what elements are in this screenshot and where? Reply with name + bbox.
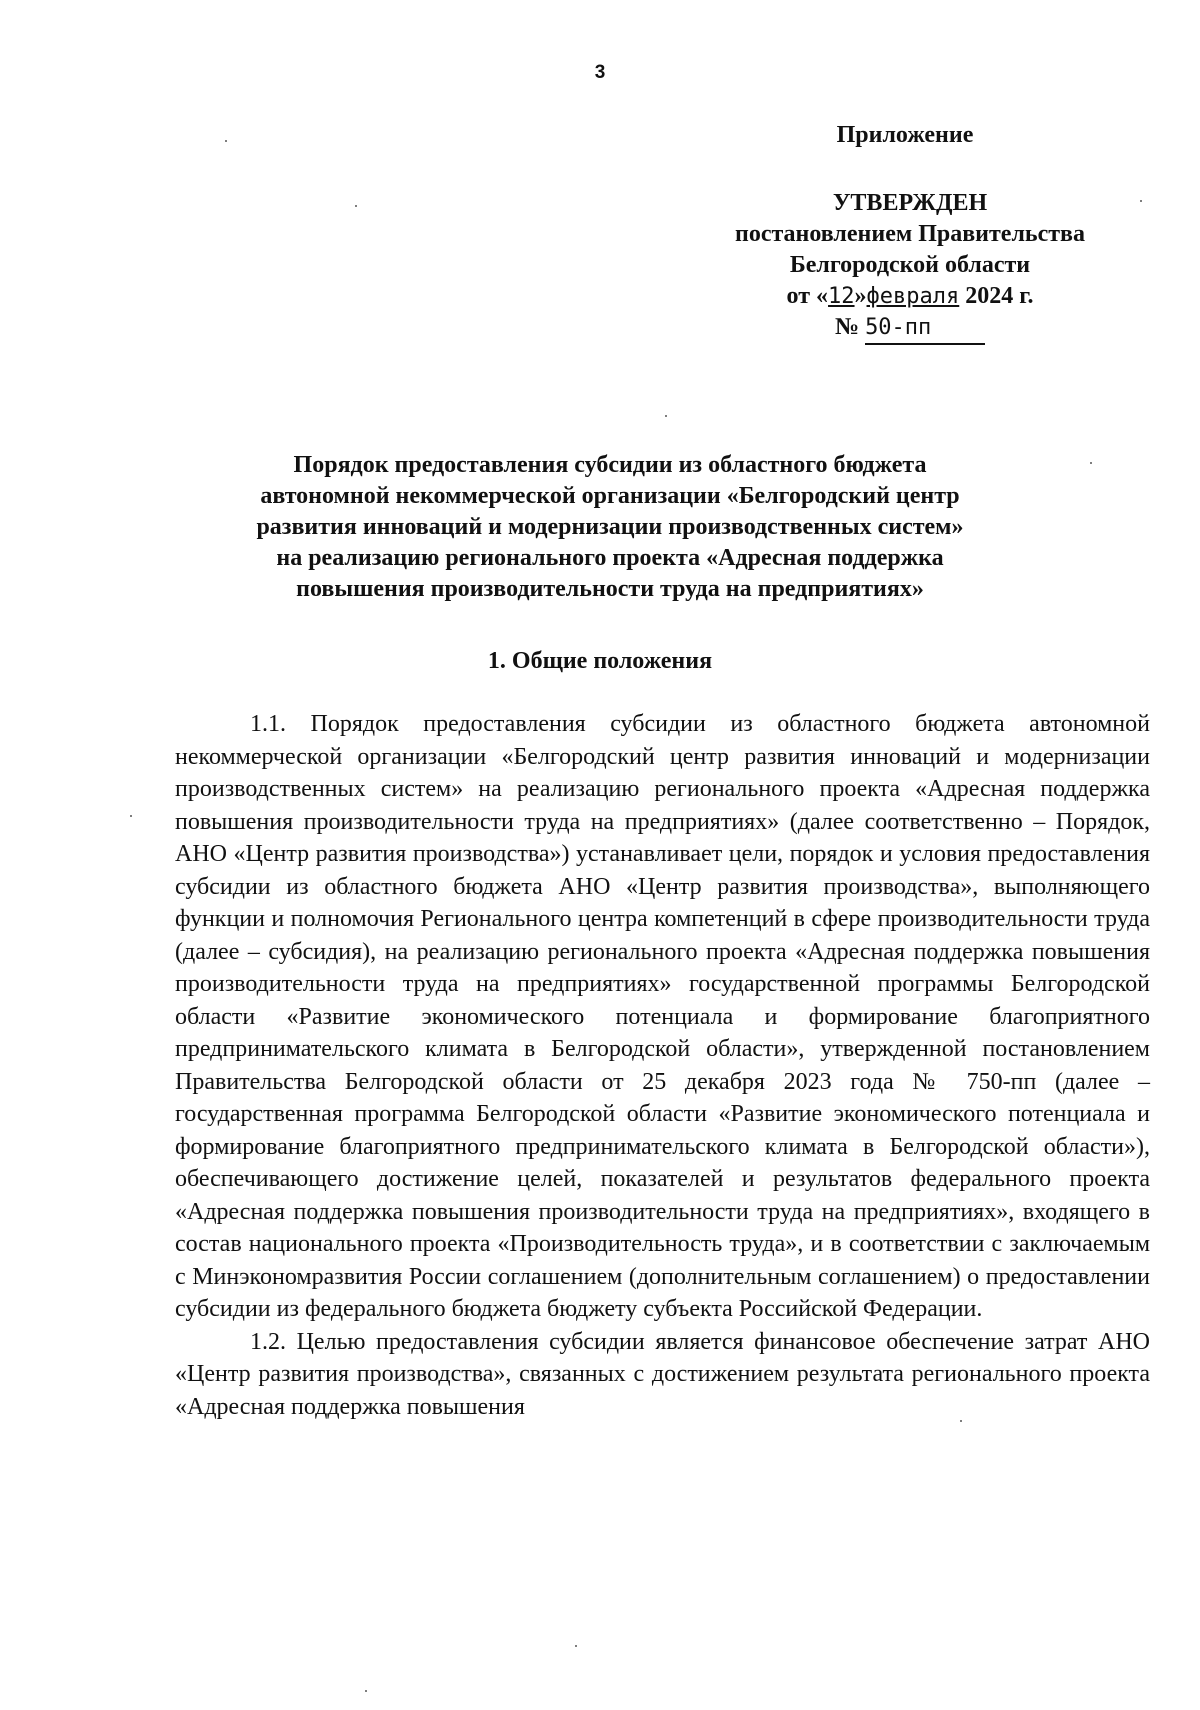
approval-number-prefix: №	[834, 314, 866, 340]
approval-line-resolution: постановлением Правительства	[734, 221, 1085, 247]
approval-date-prefix: от «	[786, 283, 829, 309]
scan-speckle	[225, 140, 227, 142]
approval-date-day: 12	[828, 284, 855, 309]
scan-speckle	[1140, 200, 1142, 202]
title-line: Порядок предоставления субсидии из областного бюджета	[293, 452, 927, 478]
section-heading: 1. Общие положения	[487, 648, 713, 674]
scan-speckle	[365, 1690, 367, 1692]
paragraph-1-1: 1.1. Порядок предоставления субсидии из областного бюджета автономной некоммерческой организации «Белгородский центр развития инноваций и модернизации производственных систем» на реализацию регионального проекта «Адресная поддержка повышения производительности труда на предприятиях» (далее соответственно – Порядок, АНО «Центр развития производства») устанавливает цели, порядок и условия предоставления субсидии из областного бюджета АНО «Центр развития производства», выполняющего функции и полномочия Регионального центра компетенций в сфере производительности труда (далее – субсидия), на реализацию регионального проекта «Адресная поддержка повышения производительности труда на предприятиях» государственной программы Белгородской области «Развитие экономического потенциала и формирование благоприятного предпринимательского климата в Белгородской области», утвержденной постановлением Правительства Белгородской области от 25 декабря 2023 года № 750-пп (далее – государственная программа Белгородской области «Развитие экономического потенциала и формирование благоприятного предпринимательского климата в Белгородской области»), обеспечивающего достижение целей, показателей и результатов федерального проекта «Адресная поддержка повышения производительности труда на предприятиях», входящего в состав национального проекта «Производительность труда», и в соответствии с заключаемым с Минэкономразвития России соглашением (дополнительным соглашением) о предоставлении субсидии из федерального бюджета бюджету субъекта Российской Федерации.	[175, 711, 1150, 1322]
title-line: автономной некоммерческой организации «Белгородский центр	[260, 483, 960, 509]
document-body	[175, 708, 1150, 1423]
approval-number-value: 50-пп	[865, 312, 985, 345]
scan-speckle	[665, 415, 667, 417]
paragraph-1-2: 1.2. Целью предоставления субсидии является финансовое обеспечение затрат АНО «Центр развития производства», связанных с достижением результата регионального проекта «Адресная поддержка повышения	[175, 1328, 1150, 1420]
title-line: развития инноваций и модернизации производственных систем»	[256, 514, 964, 540]
appendix-label: Приложение	[836, 122, 974, 148]
scan-speckle	[130, 815, 132, 817]
title-line: повышения производительности труда на предприятиях»	[296, 576, 924, 602]
document-title	[160, 450, 1060, 605]
scan-speckle	[1090, 462, 1092, 464]
approval-date-mid: »	[854, 283, 867, 309]
scan-speckle	[960, 1420, 962, 1422]
approval-date-month: февраля	[866, 284, 960, 309]
approval-number-line	[680, 312, 1140, 345]
title-line: на реализацию регионального проекта «Адресная поддержка	[276, 545, 944, 571]
approval-date-line	[680, 281, 1140, 312]
scan-speckle	[355, 205, 357, 207]
page-number: 3	[594, 62, 606, 83]
scan-speckle	[575, 1645, 577, 1647]
approval-line-approved: УТВЕРЖДЕН	[832, 190, 988, 216]
approval-line-region: Белгородской области	[789, 252, 1031, 278]
approval-date-year: 2024 г.	[959, 283, 1034, 309]
approval-stamp	[680, 188, 1140, 345]
